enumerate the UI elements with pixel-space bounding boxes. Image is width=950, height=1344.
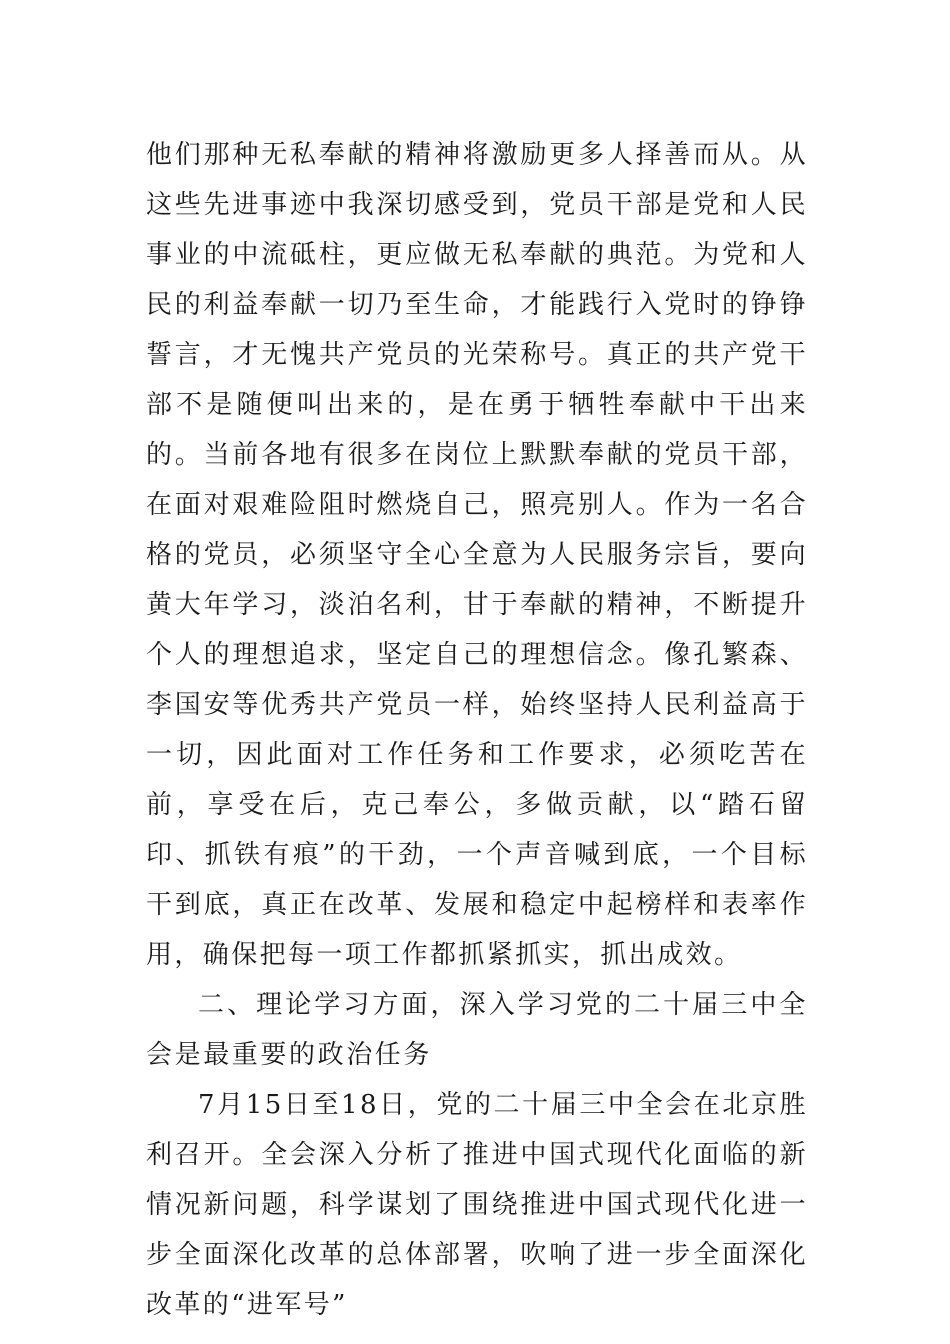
body-paragraph: 7月15日至18日，党的二十届三中全会在北京胜利召开。全会深入分析了推进中国式现代化面临的新情况新问题，科学谋划了围绕推进中国式现代化进一步全面深化改革的总体部署，吹响了进一步全面深化改革的“进军号” [146,1090,808,1320]
section-heading: 二、理论学习方面，深入学习党的二十届三中全会是最重要的政治任务 [146,990,808,1070]
body-paragraph: 他们那种无私奉献的精神将激励更多人择善而从。从这些先进事迹中我深切感受到，党员干部是党和人民事业的中流砥柱，更应做无私奉献的典范。为党和人民的利益奉献一切乃至生命，才能践行入党时的铮铮誓言，才无愧共产党员的光荣称号。真正的共产党干部不是随便叫出来的，是在勇于牺牲奉献中干出来的。当前各地有很多在岗位上默默奉献的党员干部，在面对艰难险阻时燃烧自己，照亮别人。作为一名合格的党员，必须坚守全心全意为人民服务宗旨，要向黄大年学习，淡泊名利，甘于奉献的精神，不断提升个人的理想追求，坚定自己的理想信念。像孔繁森、李国安等优秀共产党员一样，始终坚持人民利益高于一切，因此面对工作任务和工作要求，必须吃苦在前，享受在后，克己奉公，多做贡献，以“踏石留印、抓铁有痕”的干劲，一个声音喊到底，一个目标干到底，真正在改革、发展和稳定中起榜样和表率作用，确保把每一项工作都抓紧抓实，抓出成效。 [146,140,808,970]
document-body [146,130,808,1330]
